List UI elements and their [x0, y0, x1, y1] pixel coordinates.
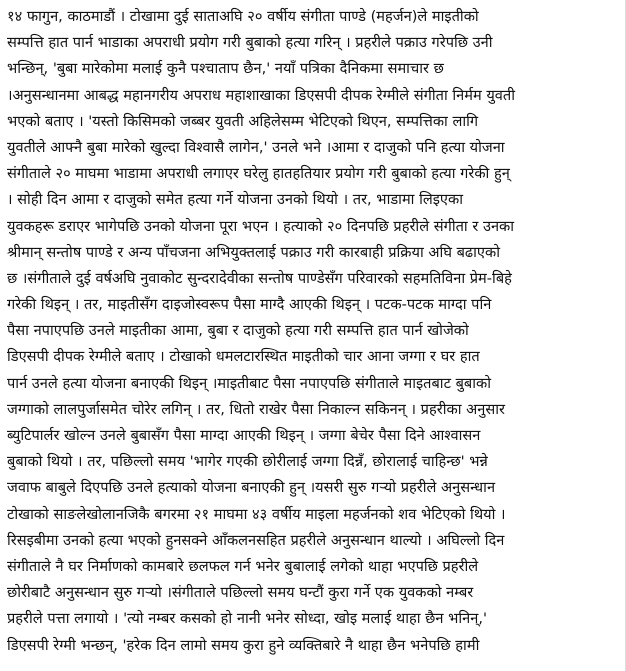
text-line: रिसइबीमा उनको हत्या भएको हुनसक्ने आँकलनसहित प्रहरीले अनुसन्धान थाल्यो । अघिल्लो दिन	[7, 531, 505, 549]
text-line: छोरीबाटै अनुसन्धान सुरु गर्‍यो ।संगीताले पछिल्लो समय घन्टौं कुरा गर्ने एक युवकको नम्बर	[7, 584, 474, 602]
text-line: १४ फागुन, काठमाडौं । टोखामा दुई साताअघि २० वर्षीय संगीता पाण्डे (महर्जन)ले माइतीको	[7, 8, 479, 25]
text-line: जवाफ बाबुले दिएपछि उनले हत्याको योजना बनाएकी हुन् ।यसरी सुरु गर्‍यो प्रहरीले अनुसन्धान	[7, 479, 496, 497]
text-line: भन्छिन्, 'बुबा मारेकोमा मलाई कुनै पश्चाताप छैन,' नयाँ पत्रिका दैनिकमा समाचार छ	[7, 60, 444, 78]
text-line: युवतीले आफ्नै बुबा मारेको खुल्दा विश्वासै लागेन,' उनले भने ।आमा र दाजुको पनि हत्या योजना	[7, 138, 505, 156]
text-line: संगीताले २० माघमा भाडामा अपराधी लगाएर घरेलु हातहतियार प्रयोग गरी बुबाको हत्या गरेकी हुन्	[7, 165, 510, 183]
text-line: डिएसपी रेग्मी भन्छन्, 'हरेक दिन लामो समय कुरा हुने व्यक्तिबारे नै थाहा छैन भनेपछि हामी	[7, 636, 480, 654]
text-line: भएको बताए । 'यस्तो किसिमको जब्बर युवती अहिलेसम्म भेटिएको थिएन, सम्पत्तिका लागि	[7, 112, 479, 130]
text-line: बुबाको थियो । तर, पछिल्लो समय 'भागेर गएकी छोरीलाई जग्गा दिन्नँ, छोरालाई चाहिन्छ' भन्ने	[7, 453, 488, 471]
text-line: ।अनुसन्धानमा आबद्ध महानगरीय अपराध महाशाखाका डिएसपी दीपक रेग्मीले संगीता निर्मम युवती	[7, 86, 516, 104]
text-line: गरेकी थिइन् । तर, माइतीसँग दाइजोस्वरूप पैसा माग्दै आएकी थिइन् । पटक-पटक माग्दा पनि	[7, 296, 492, 314]
text-line: पार्न उनले हत्या योजना बनाएकी थिइन् ।माइतीबाट पैसा नपाएपछि संगीताले माइतबाट बुबाको	[7, 374, 491, 392]
text-line: टोखाको साङलेखोलानजिकै बगरमा २१ माघमा ४३ वर्षीय माइला महर्जनको शव भेटिएको थियो ।	[7, 505, 506, 523]
text-line: सम्पत्ति हात पार्न भाडाका अपराधी प्रयोग गरी बुबाको हत्या गरिन् । प्रहरीले पक्राउ गरेपछि उनी	[7, 34, 493, 52]
text-line: । सोही दिन आमा र दाजुको समेत हत्या गर्ने योजना उनको थियो । तर, भाडामा लिइएका	[7, 191, 463, 209]
text-line: डिएसपी दीपक रेग्मीले बताए । टोखाको धमलटारस्थित माइतीको चार आना जग्गा र घर हात	[7, 348, 480, 366]
text-line: ब्युटिपार्लर खोल्न उनले बुबासँग पैसा माग्दा आएकी थिइन् । जग्गा बेचेर पैसा दिने आश्वासन	[7, 427, 481, 444]
text-line: पैसा नपाएपछि उनले माइतीका आमा, बुबा र दाजुको हत्या गरी सम्पत्ति हात पार्न खोजेको	[7, 322, 469, 340]
text-line: प्रहरीले पत्ता लगायो । 'त्यो नम्बर कसको हो नानी भनेर सोध्दा, खोइ मलाई थाहा छैन भनिन्,'	[7, 610, 488, 628]
text-line: संगीताले नै घर निर्माणको कामबारे छलफल गर्न भनेर बुबालाई लगेको थाहा भएपछि प्रहरीले	[7, 557, 479, 575]
article-body	[7, 4, 619, 659]
text-line: युवकहरू डराएर भागेपछि उनको योजना पूरा भएन । हत्याको २० दिनपछि प्रहरीले संगीता र उनका	[7, 217, 515, 235]
text-line: श्रीमान् सन्तोष पाण्डे र अन्य पाँचजना अभियुक्तलाई पक्राउ गरी कारबाही प्रक्रिया अघि बढाएको	[7, 243, 500, 261]
text-line: जग्गाको लालपुर्जासमेत चोरेर लगिन् । तर, धितो राखेर पैसा निकाल्न सकिनन् । प्रहरीका अनुसार	[7, 400, 505, 418]
text-line: छ ।संगीताले दुई वर्षअघि नुवाकोट सुन्दरादेवीका सन्तोष पाण्डेसँग परिवारको सहमतिविना प्रेम-बिहे	[7, 269, 512, 287]
